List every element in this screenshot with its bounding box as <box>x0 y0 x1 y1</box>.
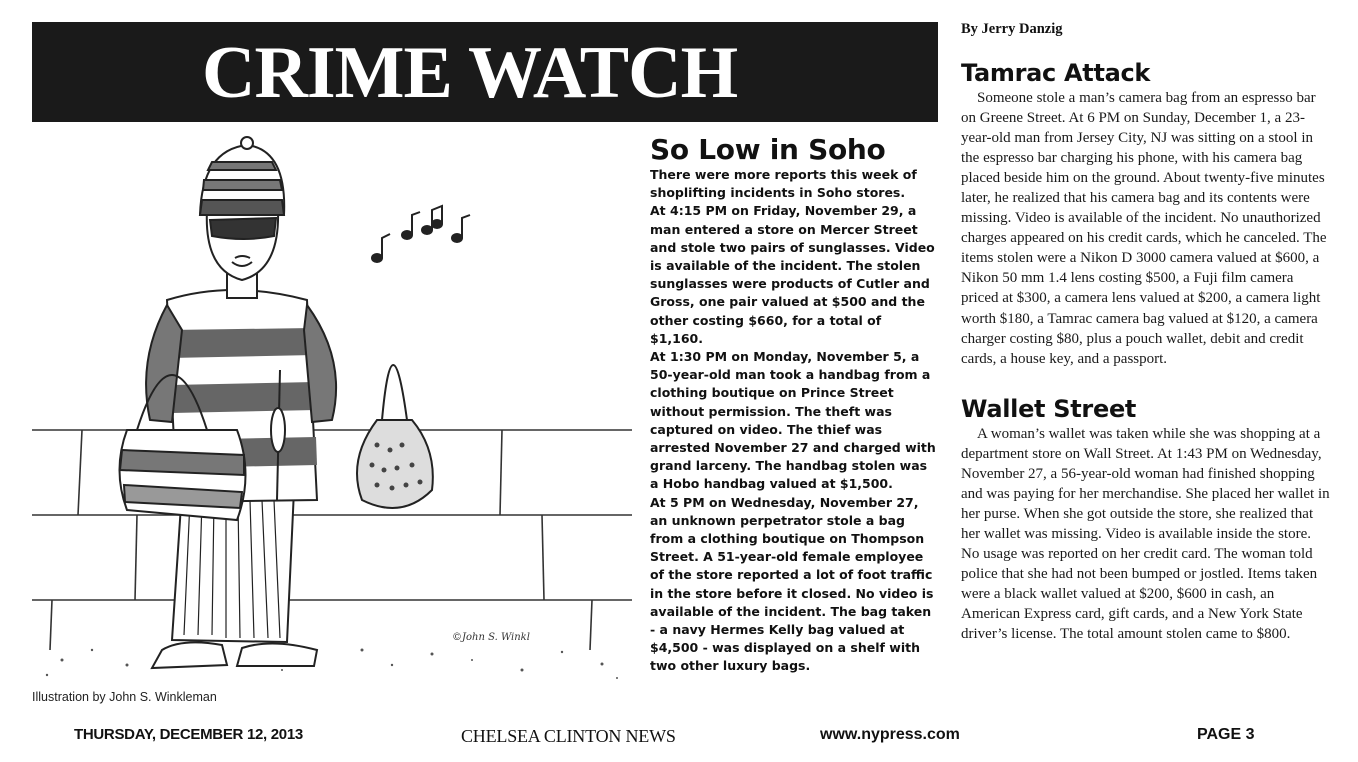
article-paragraph: At 4:15 PM on Friday, November 29, a man entered a store on Mercer Street and stole two pairs of sunglasses. Video is available of the incident. The stolen sunglasses were products of Cutler and Gross, one pair valued at $500 and the other costing $660, for a total of $1,160. <box>650 203 935 346</box>
article-body <box>650 166 936 676</box>
article-headline-tamrac: Tamrac Attack <box>961 59 1151 87</box>
music-notes <box>372 206 470 262</box>
article-paragraph: At 5 PM on Wednesday, November 27, an unknown perpetrator stole a bag from a clothing boutique on Thompson Street. A 51-year-old female employee of the store reported a lot of foot traffic in the store before it closed. No video is available of the incident. The bag taken - a navy Hermes Kelly bag valued at $4,500 - was displayed on a shelf with two other luxury bags. <box>650 494 934 674</box>
article-paragraph: A woman’s wallet was taken while she was shopping at a department store on Wall Street. At 1:43 PM on Wednesday, November 27, a 56-year-old woman had finished shopping and was paying for her merchandise. She placed her wallet in her purse. When she got outside the store, she realized that her wallet was missing. Video is available inside the store. No usage was reported on her credit card. The woman told police that she had not been bumped or jostled. Items taken were a black wallet valued at $200, $600 in cash, an American Express card, gift cards, and a New York State driver’s license. The total amount stolen came to $800. <box>961 425 1330 643</box>
website-link[interactable]: www.nypress.com <box>820 726 960 743</box>
figure-head <box>207 210 278 298</box>
article-paragraph: Someone stole a man’s camera bag from an espresso bar on Greene Street. At 6 PM on Sunday, December 1, a 23-year-old man from Jersey City, NJ was sitting on a stool in the espresso bar charging his phone, with his camera bag placed beside him on the ground. About twenty-five minutes later, he realized that his camera bag and its contents were missing. Video is available of the incident. No unauthorized charges appeared on his credit cards, which he canceled. The items stolen were a Nikon D 3000 camera valued at $600, a Nikon 50 mm 1.4 lens costing $500, a Fuji film camera priced at $300, a camera lens valued at $200, a camera light worth $180, a Tamrac camera bag valued at $120, a camera charger costing $80, plus a pouch wallet, debit and credit cards, a house key, and a passport. <box>961 90 1327 367</box>
knit-beanie <box>200 137 284 215</box>
page-footer <box>0 726 1358 750</box>
article-body-wallet <box>961 424 1331 645</box>
artist-signature: ©John S. Winkl <box>452 632 530 643</box>
beaded-purse <box>357 365 433 508</box>
masthead-banner <box>32 22 938 122</box>
article-paragraph: At 1:30 PM on Monday, November 5, a 50-year-old man took a handbag from a clothing boutique on Prince Street without permission. The theft was captured on video. The thief was arrested November 27 and charged with grand larceny. The handbag stolen was a Hobo handbag valued at $1,500. <box>650 349 936 492</box>
article-headline-wallet: Wallet Street <box>961 394 1137 423</box>
article-body-tamrac <box>961 88 1331 369</box>
cartoon-illustration <box>32 130 632 685</box>
article-paragraph: There were more reports this week of shoplifting incidents in Soho stores. <box>650 167 917 201</box>
figure-shoes <box>152 642 317 668</box>
byline: By Jerry Danzig <box>961 21 1063 37</box>
article-headline: So Low in Soho <box>650 133 886 166</box>
newspaper-name: CHELSEA CLINTON NEWS <box>461 726 676 746</box>
page-number: PAGE 3 <box>1197 726 1255 743</box>
section-title: CRIME WATCH <box>202 32 738 114</box>
right-column <box>961 20 1331 644</box>
issue-date: THURSDAY, DECEMBER 12, 2013 <box>74 726 303 743</box>
article-so-low-in-soho <box>650 134 936 676</box>
illustration-caption: Illustration by John S. Winkleman <box>32 690 217 704</box>
ground-texture <box>46 649 618 680</box>
